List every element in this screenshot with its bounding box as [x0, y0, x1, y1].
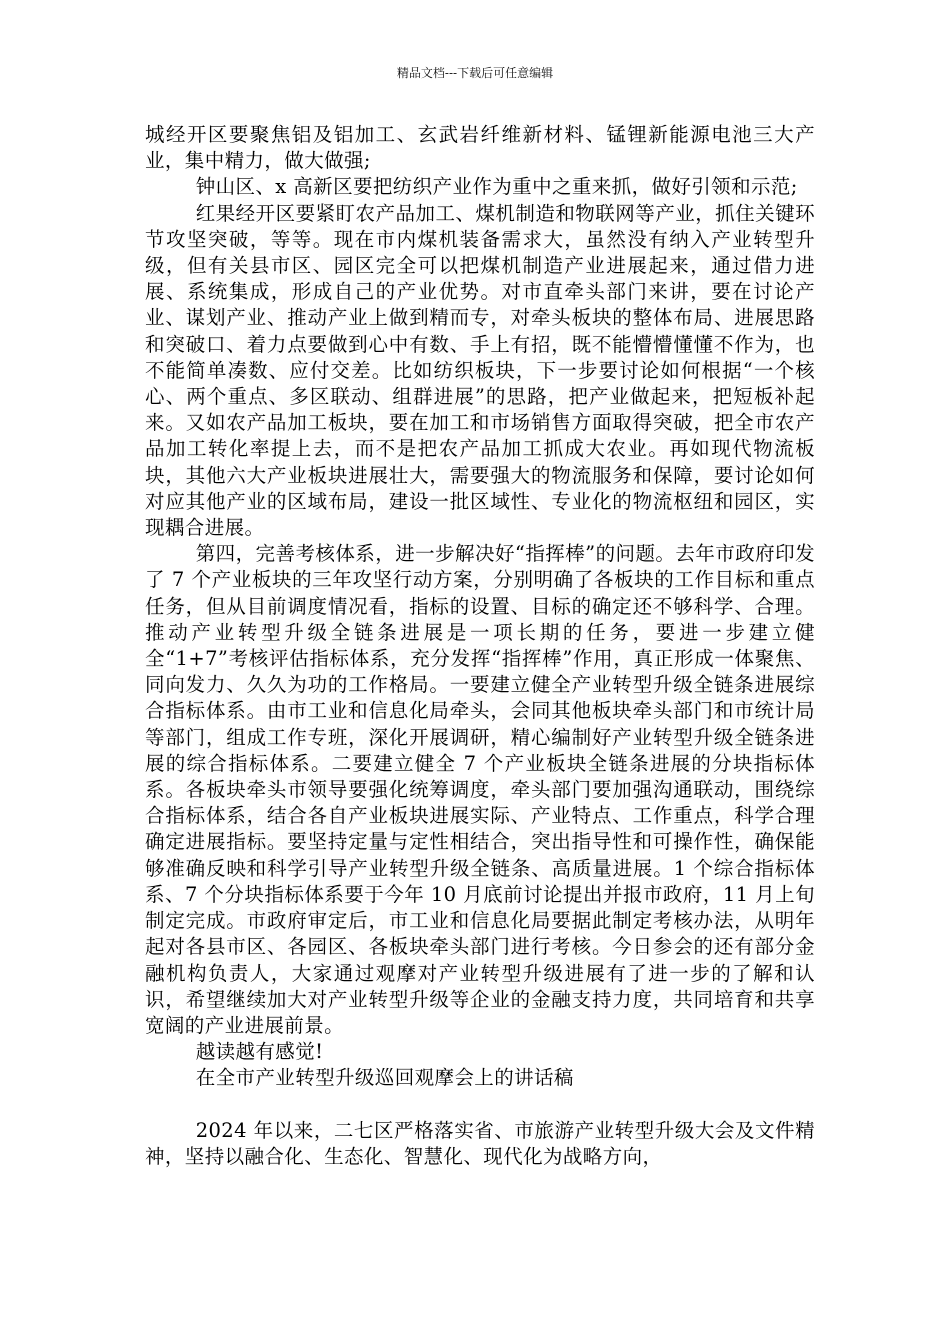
page-header: 精品文档---下载后可任意编辑 [396, 66, 554, 80]
paragraph-2: 钟山区、x 高新区要把纺织产业作为重中之重来抓，做好引领和示范; [195, 175, 798, 199]
paragraph-5: 越读越有感觉! [195, 1040, 324, 1064]
blank-line [145, 1092, 815, 1118]
paragraph-3: 红果经开区要紧盯农产品加工、煤机制造和物联网等产业，抓住关键环节攻坚突破，等等。现在市内煤机装备需求大，虽然没有纳入产业转型升级，但有关县市区、园区完全可以把煤机制造产业进展起来，通过借力进展、系统集成，形成自己的产业优势。对市直牵头部门来讲，要在讨论产业、谋划产业、推动产业上做到精而专，对牵头板块的整体布局、进展思路和突破口、着力点要做到心中有数、手上有招，既不能懵懵懂懂不作为，也不能简单凑数、应付交差。比如纺织板块，下一步要讨论如何根据“一个核心、两个重点、多区联动、组群进展”的思路，把产业做起来，把短板补起来。又如农产品加工板块，要在加工和市场销售方面取得突破，把全市农产品加工转化率提上去，而不是把农产品加工抓成大农业。再如现代物流板块，其他六大产业板块进展壮大，需要强大的物流服务和保障，要讨论如何对应其他产业的区域布局，建设一批区域性、专业化的物流枢纽和园区，实现耦合进展。 [145, 201, 815, 540]
paragraph-7: 2024 年以来，二七区严格落实省、市旅游产业转型升级大会及文件精神，坚持以融合化、生态化、智慧化、现代化为战略方向， [145, 1118, 815, 1168]
paragraph-4: 第四，完善考核体系，进一步解决好“指挥棒”的问题。去年市政府印发了 7 个产业板块的三年攻坚行动方案，分别明确了各板块的工作目标和重点任务，但从目前调度情况看，指标的设置、目标的确定还不够科学、合理。推动产业转型升级全链条进展是一项长期的任务，要进一步建立健全“1+7”考核评估指标体系，充分发挥“指挥棒”作用，真正形成一体聚焦、同向发力、久久为功的工作格局。一要建立健全产业转型升级全链条进展综合指标体系。由市工业和信息化局牵头，会同其他板块牵头部门和市统计局等部门，组成工作专班，深化开展调研，精心编制好产业转型升级全链条进展的综合指标体系。二要建立健全 7 个产业板块全链条进展的分块指标体系。各板块牵头市领导要强化统筹调度，牵头部门要加强沟通联动，围绕综合指标体系，结合各自产业板块进展实际、产业特点、工作重点，科学合理确定进展指标。要坚持定量与定性相结合，突出指导性和可操作性，确保能够准确反映和科学引导产业转型升级全链条、高质量进展。1 个综合指标体系、7 个分块指标体系要于今年 10 月底前讨论提出并报市政府，11 月上旬制定完成。市政府审定后，市工业和信息化局要据此制定考核办法，从明年起对各县市区、各园区、各板块牵头部门进行考核。今日参会的还有部分金融机构负责人，大家通过观摩对产业转型升级进展有了进一步的了解和认识，希望继续加大对产业转型升级等企业的金融支持力度，共同培育和共享宽阔的产业进展前景。 [145, 542, 815, 1037]
speech-title: 在全市产业转型升级巡回观摩会上的讲话稿 [195, 1066, 574, 1090]
paragraph-1: 城经开区要聚焦铝及铝加工、玄武岩纤维新材料、锰锂新能源电池三大产业，集中精力，做大做强; [145, 123, 815, 173]
document-body [145, 122, 815, 1170]
